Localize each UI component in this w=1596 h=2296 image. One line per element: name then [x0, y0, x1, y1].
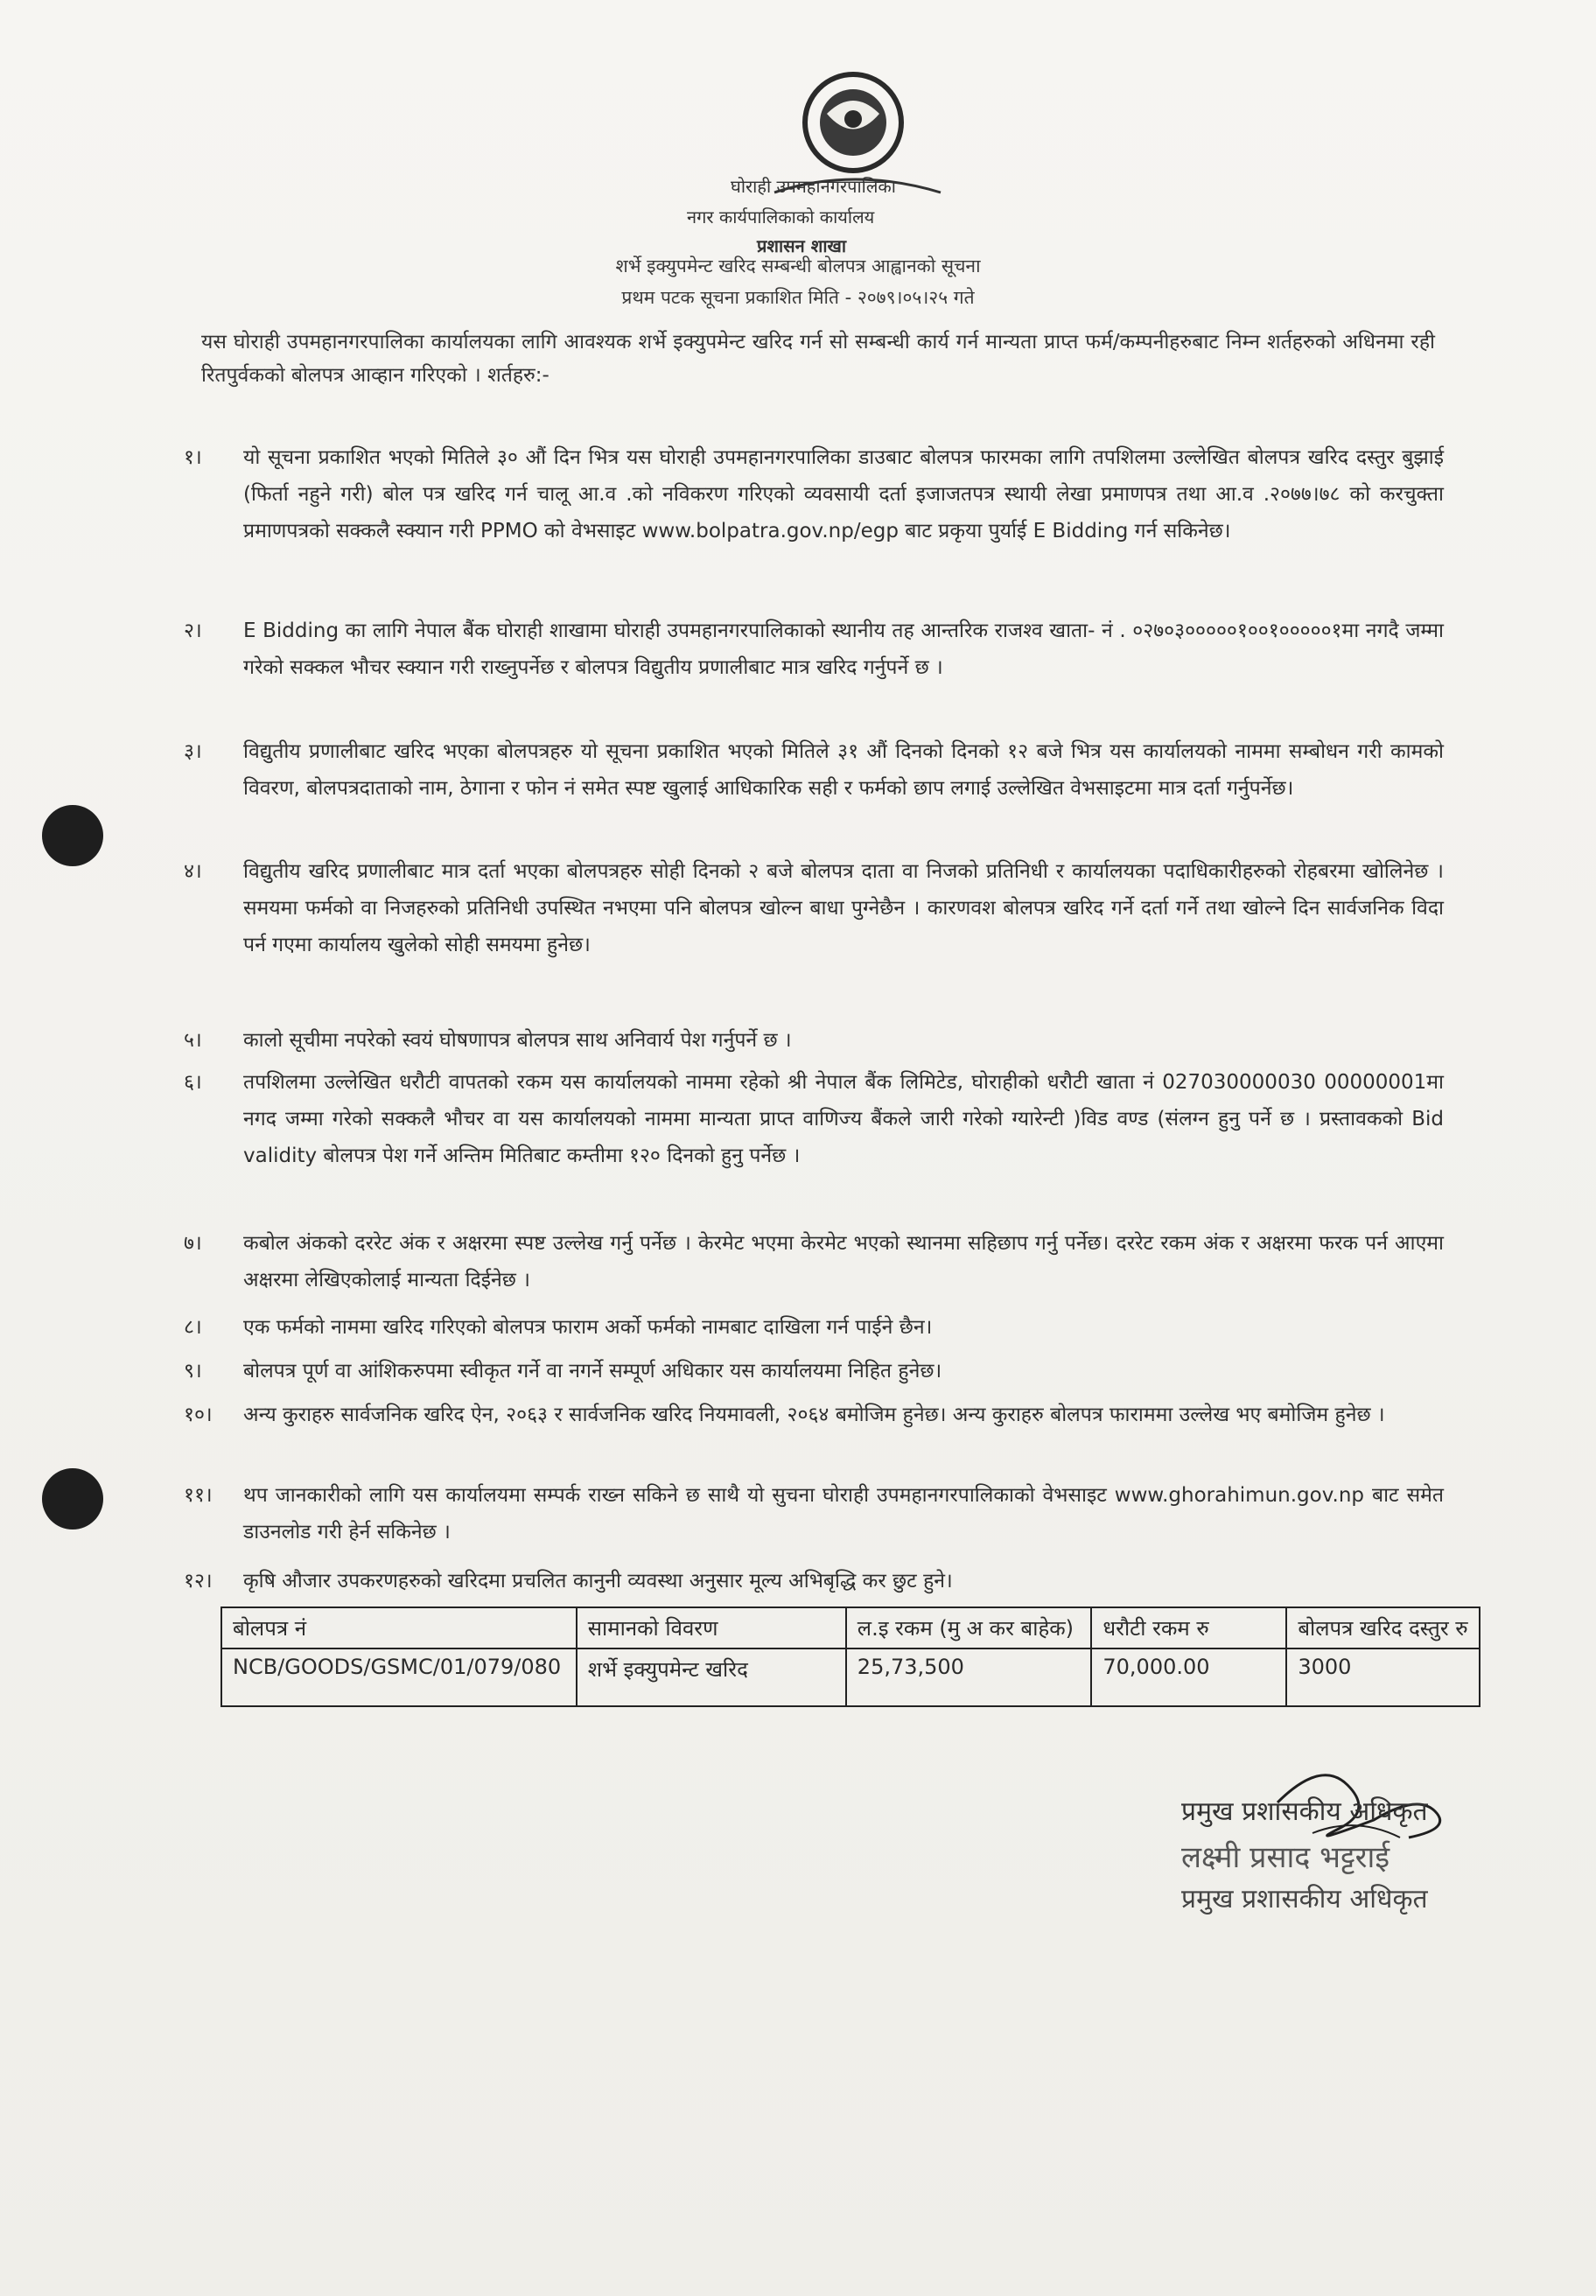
clause-number: १०।	[184, 1404, 213, 1426]
clause-text: विद्युतीय प्रणालीबाट खरिद भएका बोलपत्रहरु यो सूचना प्रकाशित भएको मितिले ३१ औं दिनको दिनको १२ बजे भित्र यस कार्यालयको नाममा सम्बोधन गरी कामको विवरण, बोलपत्रदाताको नाम, ठेगाना र फोन नं समेत स्पष्ट खुलाई आधिकारिक सही र फर्मको छाप लगाई उल्लेखित वेभसाइटमा मात्र दर्ता गर्नुपर्नेछ।	[243, 740, 1444, 800]
clause-number: ३।	[184, 740, 202, 763]
clause-10	[184, 1396, 1444, 1433]
clause-number: ८।	[184, 1316, 202, 1339]
clause-text: कबोल अंकको दररेट अंक र अक्षरमा स्पष्ट उल्लेख गर्नु पर्नेछ । केरमेट भएमा केरमेट भएको स्थानमा सहिछाप गर्नु पर्नेछ। दररेट रकम अंक र अक्षरमा फरक पर्न आएमा अक्षरमा लेखिएकोलाई मान्यता दिईनेछ ।	[243, 1232, 1444, 1292]
clause-text: विद्युतीय खरिद प्रणालीबाट मात्र दर्ता भएका बोलपत्रहरु सोही दिनको २ बजे बोलपत्र दाता वा निजको प्रतिनिधी र कार्यालयका पदाधिकारीहरुको रोहबरमा खोलिनेछ । समयमा फर्मको वा निजहरुको प्रतिनिधी उपस्थित नभएमा पनि बोलपत्र खोल्न बाधा पुग्नेछैन । कारणवश बोलपत्र खरिद गर्ने दर्ता गर्ने तथा खोल्ने दिन सार्वजनिक विदा पर्न गएमा कार्यालय खुलेको सोही समयमा हुनेछ।	[243, 860, 1445, 956]
table-cell: NCB/GOODS/GSMC/01/079/080	[221, 1648, 577, 1706]
clause-12	[184, 1563, 1444, 1600]
clause-3	[184, 733, 1444, 807]
clause-number: २।	[184, 620, 202, 642]
clause-text: बोलपत्र पूर्ण वा आंशिकरुपमा स्वीकृत गर्ने वा नगर्ने सम्पूर्ण अधिकार यस कार्यालयमा निहित हुनेछ।	[243, 1360, 942, 1382]
clause-text: अन्य कुराहरु सार्वजनिक खरिद ऐन, २०६३ र सार्वजनिक खरिद नियमावली, २०६४ बमोजिम हुनेछ। अन्य कुराहरु बोलपत्र फाराममा उल्लेख भए बमोजिम हुनेछ ।	[243, 1404, 1385, 1426]
seal-text-2: नगर कार्यपालिकाको कार्यालय	[687, 206, 875, 228]
punch-hole	[42, 1468, 103, 1530]
table-row	[221, 1648, 1480, 1706]
clause-text: एक फर्मको नाममा खरिद गरिएको बोलपत्र फाराम अर्को फर्मको नामबाट दाखिला गर्न पाईने छैन।	[243, 1316, 933, 1339]
signatory-name: लक्ष्मी प्रसाद भट्टराई	[1181, 1840, 1390, 1875]
column-header: सामानको विवरण	[577, 1607, 846, 1648]
clause-8	[184, 1309, 1444, 1346]
clause-number: ११।	[184, 1484, 213, 1507]
clause-number: ५।	[184, 1029, 202, 1052]
clause-11	[184, 1477, 1444, 1550]
table-cell: 3000	[1286, 1648, 1480, 1706]
signatory-designation: प्रमुख प्रशासकीय अधिकृत	[1181, 1796, 1428, 1827]
intro-paragraph: यस घोराही उपमहानगरपालिका कार्यालयका लागि आवश्यक शर्भे इक्युपमेन्ट खरिद गर्न सो सम्बन्धी कार्य गर्न मान्यता प्राप्त फर्म/कम्पनीहरुबाट निम्न शर्तहरुको अधिनमा रही रितपुर्वकको बोलपत्र आव्हान गरिएको । शर्तहरु:-	[201, 331, 1435, 387]
tender-details-table	[220, 1606, 1480, 1707]
notice-title: शर्भे इक्युपमेन्ट खरिद सम्बन्धी बोलपत्र आह्वानको सूचना	[615, 256, 981, 276]
seal-text-1: घोराही उपमहानगरपालिका	[731, 176, 896, 197]
clause-text: यो सूचना प्रकाशित भएको मितिले ३० औं दिन भित्र यस घोराही उपमहानगरपालिका डाउबाट बोलपत्र फारमका लागि तपशिलमा उल्लेखित बोलपत्र खरिद दस्तुर बुझाई (फिर्ता नहुने गरी) बोल पत्र खरिद गर्न चालू आ.व .को नविकरण गरिएको व्यवसायी दर्ता इजाजतपत्र स्थायी लेखा प्रमाणपत्र तथा आ.व .२०७७।७८ को करचुक्ता प्रमाणपत्रको सक्कलै स्क्यान गरी PPMO को वेभसाइट www.bolpatra.gov.np/egp बाट प्रकृया पुर्याई E Bidding गर्न सकिनेछ।	[243, 446, 1444, 542]
table-cell: 70,000.00	[1091, 1648, 1286, 1706]
column-header: धरौटी रकम रु	[1091, 1607, 1286, 1648]
clause-number: ९।	[184, 1360, 202, 1382]
table-cell: 25,73,500	[846, 1648, 1092, 1706]
column-header: ल.इ रकम (मु अ कर बाहेक)	[846, 1607, 1092, 1648]
clause-5	[184, 1022, 1444, 1059]
clause-number: ६।	[184, 1071, 202, 1094]
clause-number: १२।	[184, 1570, 213, 1592]
column-header: बोलपत्र खरिद दस्तुर रु	[1286, 1607, 1480, 1648]
table-cell: शर्भे इक्युपमेन्ट खरिद	[577, 1648, 846, 1706]
clause-1	[184, 439, 1444, 550]
clause-text: कालो सूचीमा नपरेको स्वयं घोषणापत्र बोलपत्र साथ अनिवार्य पेश गर्नुपर्ने छ ।	[243, 1029, 792, 1052]
published-date: प्रथम पटक सूचना प्रकाशित मिति - २०७९।०५।२५ गते	[621, 287, 975, 308]
clause-number: १।	[184, 446, 202, 469]
seal-text-3: प्रशासन शाखा	[757, 235, 847, 256]
column-header: बोलपत्र नं	[221, 1607, 577, 1648]
clause-7	[184, 1225, 1444, 1298]
clause-text: तपशिलमा उल्लेखित धरौटी वापतको रकम यस कार्यालयको नाममा रहेको श्री नेपाल बैंक लिमिटेड, घोराहीको धरौटी खाता नं 027030000030 00000001मा नगद जम्मा गरेको सक्कलै भौचर वा यस कार्यालयको नाममा मान्यता प्राप्त वाणिज्य बैंकले जारी गरेको ग्यारेन्टी )विड वण्ड (संलग्न हुनु पर्ने छ । प्रस्तावकको Bid validity बोलपत्र पेश गर्ने अन्तिम मितिबाट कम्तीमा १२० दिनको हुनु पर्नेछ ।	[243, 1071, 1444, 1167]
clause-text: थप जानकारीको लागि यस कार्यालयमा सम्पर्क राख्न सकिने छ साथै यो सुचना घोराही उपमहानगरपालिकाको वेभसाइट www.ghorahimun.gov.np बाट समेत डाउनलोड गरी हेर्न सकिनेछ ।	[243, 1484, 1444, 1544]
punch-hole	[42, 805, 103, 866]
clause-number: ७।	[184, 1232, 202, 1255]
clause-6	[184, 1064, 1444, 1174]
municipality-seal	[678, 61, 993, 280]
clause-4	[184, 853, 1444, 963]
clause-text: E Bidding का लागि नेपाल बैंक घोराही शाखामा घोराही उपमहानगरपालिकाको स्थानीय तह आन्तरिक राजश्व खाता- नं . ०२७०३०००००१००१०००००१मा नगदै जम्मा गरेको सक्कल भौचर स्क्यान गरी राख्नुपर्नेछ र बोलपत्र विद्युतीय प्रणालीबाट मात्र खरिद गर्नुपर्ने छ ।	[243, 620, 1444, 679]
clause-9	[184, 1353, 1444, 1390]
clause-2	[184, 612, 1444, 686]
table-header-row	[221, 1607, 1480, 1648]
clause-text: कृषि औजार उपकरणहरुको खरिदमा प्रचलित कानुनी व्यवस्था अनुसार मूल्य अभिबृद्धि कर छुट हुने।	[243, 1570, 953, 1592]
clause-number: ४।	[184, 860, 202, 883]
signatory-title: प्रमुख प्रशासकीय अधिकृत	[1181, 1884, 1428, 1914]
